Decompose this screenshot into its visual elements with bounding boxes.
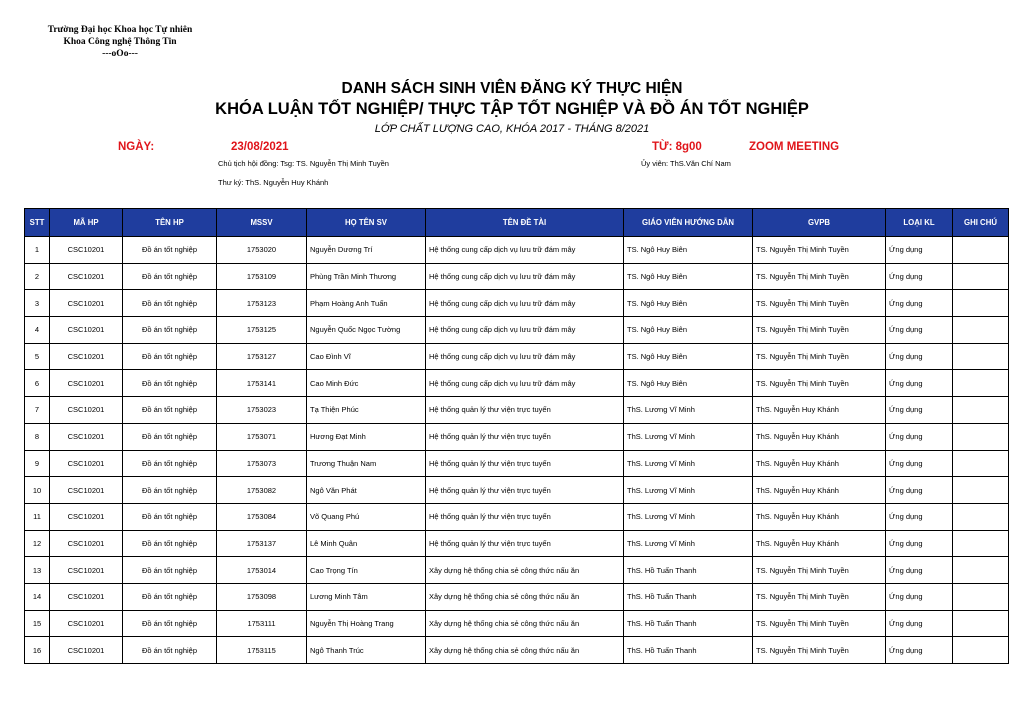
secretary-label: Thư ký: ThS. Nguyễn Huy Khánh xyxy=(218,178,329,187)
student-table xyxy=(24,208,1009,664)
table-row xyxy=(25,503,1009,530)
header-ho-ten-sv: HỌ TÊN SV xyxy=(307,209,426,237)
cell-gvpb: TS. Nguyễn Thị Minh Tuyền xyxy=(753,610,886,637)
cell-ma-hp: CSC10201 xyxy=(50,503,123,530)
cell-ho-ten-sv: Nguyễn Thị Hoàng Trang xyxy=(307,610,426,637)
cell-ghi-chu xyxy=(953,583,1009,610)
table-row xyxy=(25,637,1009,664)
cell-loai-kl: Ứng dụng xyxy=(886,370,953,397)
cell-stt: 1 xyxy=(25,237,50,264)
cell-gvhd: ThS. Hồ Tuấn Thanh xyxy=(624,637,753,664)
cell-ghi-chu xyxy=(953,450,1009,477)
cell-loai-kl: Ứng dụng xyxy=(886,237,953,264)
cell-stt: 5 xyxy=(25,343,50,370)
cell-ho-ten-sv: Võ Quang Phú xyxy=(307,503,426,530)
date-label: NGÀY: xyxy=(118,141,155,153)
cell-ten-de-tai: Hệ thống quản lý thư viện trực tuyến xyxy=(426,530,624,557)
cell-ten-de-tai: Hệ thống cung cấp dịch vụ lưu trữ đám mây xyxy=(426,263,624,290)
document-title-2: KHÓA LUẬN TỐT NGHIỆP/ THỰC TẬP TỐT NGHIỆP VÀ ĐỒ ÁN TỐT NGHIỆP xyxy=(215,100,809,118)
cell-ma-hp: CSC10201 xyxy=(50,530,123,557)
cell-ten-hp: Đồ án tốt nghiệp xyxy=(123,263,217,290)
cell-ten-de-tai: Hệ thống quản lý thư viện trực tuyến xyxy=(426,477,624,504)
time-label: TỪ: 8g00 xyxy=(652,141,702,153)
cell-loai-kl: Ứng dụng xyxy=(886,610,953,637)
cell-ma-hp: CSC10201 xyxy=(50,237,123,264)
cell-ma-hp: CSC10201 xyxy=(50,397,123,424)
cell-stt: 8 xyxy=(25,423,50,450)
cell-ten-hp: Đồ án tốt nghiệp xyxy=(123,477,217,504)
cell-gvpb: TS. Nguyễn Thị Minh Tuyền xyxy=(753,637,886,664)
cell-ho-ten-sv: Hương Đạt Minh xyxy=(307,423,426,450)
cell-ten-de-tai: Xây dựng hệ thống chia sẻ công thức nấu ăn xyxy=(426,557,624,584)
cell-gvpb: TS. Nguyễn Thị Minh Tuyền xyxy=(753,237,886,264)
cell-ten-hp: Đồ án tốt nghiệp xyxy=(123,503,217,530)
table-header xyxy=(25,209,1009,237)
cell-stt: 15 xyxy=(25,610,50,637)
table-row xyxy=(25,610,1009,637)
cell-stt: 4 xyxy=(25,317,50,344)
cell-ten-hp: Đồ án tốt nghiệp xyxy=(123,637,217,664)
cell-mssv: 1753023 xyxy=(217,397,307,424)
cell-ten-hp: Đồ án tốt nghiệp xyxy=(123,583,217,610)
cell-gvhd: ThS. Lương Vĩ Minh xyxy=(624,450,753,477)
table-row xyxy=(25,397,1009,424)
cell-gvpb: TS. Nguyễn Thị Minh Tuyền xyxy=(753,557,886,584)
cell-mssv: 1753127 xyxy=(217,343,307,370)
table-row xyxy=(25,450,1009,477)
header-ten-de-tai: TÊN ĐỀ TÀI xyxy=(426,209,624,237)
cell-ma-hp: CSC10201 xyxy=(50,477,123,504)
header-stt: STT xyxy=(25,209,50,237)
cell-ho-ten-sv: Ngô Thanh Trúc xyxy=(307,637,426,664)
cell-gvhd: TS. Ngô Huy Biên xyxy=(624,317,753,344)
cell-ten-de-tai: Hệ thống quản lý thư viện trực tuyến xyxy=(426,423,624,450)
cell-stt: 16 xyxy=(25,637,50,664)
cell-stt: 14 xyxy=(25,583,50,610)
cell-stt: 3 xyxy=(25,290,50,317)
header-ten-hp: TÊN HP xyxy=(123,209,217,237)
cell-ghi-chu xyxy=(953,423,1009,450)
cell-ten-hp: Đồ án tốt nghiệp xyxy=(123,530,217,557)
cell-gvpb: TS. Nguyễn Thị Minh Tuyền xyxy=(753,290,886,317)
cell-gvhd: ThS. Lương Vĩ Minh xyxy=(624,530,753,557)
chair-label: Chủ tịch hội đồng: Tsg: TS. Nguyễn Thị Minh Tuyền xyxy=(218,159,389,168)
faculty-name: Khoa Công nghệ Thông Tin xyxy=(63,37,177,47)
school-divider: ---oOo--- xyxy=(102,49,138,59)
header-ghi-chu: GHI CHÚ xyxy=(953,209,1009,237)
cell-ten-de-tai: Hệ thống cung cấp dịch vụ lưu trữ đám mây xyxy=(426,370,624,397)
cell-loai-kl: Ứng dụng xyxy=(886,557,953,584)
table-row xyxy=(25,290,1009,317)
table-row xyxy=(25,477,1009,504)
cell-gvhd: ThS. Lương Vĩ Minh xyxy=(624,397,753,424)
cell-stt: 6 xyxy=(25,370,50,397)
cell-loai-kl: Ứng dụng xyxy=(886,477,953,504)
table-body xyxy=(25,237,1009,664)
cell-ho-ten-sv: Cao Trọng Tín xyxy=(307,557,426,584)
cell-mssv: 1753020 xyxy=(217,237,307,264)
cell-gvhd: TS. Ngô Huy Biên xyxy=(624,370,753,397)
cell-stt: 7 xyxy=(25,397,50,424)
cell-ten-hp: Đồ án tốt nghiệp xyxy=(123,237,217,264)
cell-mssv: 1753084 xyxy=(217,503,307,530)
cell-ghi-chu xyxy=(953,397,1009,424)
document-subtitle: LỚP CHẤT LƯỢNG CAO, KHÓA 2017 - THÁNG 8/2021 xyxy=(374,123,650,135)
header-ma-hp: MÃ HP xyxy=(50,209,123,237)
cell-mssv: 1753125 xyxy=(217,317,307,344)
member-label: Ủy viên: ThS.Văn Chí Nam xyxy=(641,159,731,168)
cell-ten-hp: Đồ án tốt nghiệp xyxy=(123,557,217,584)
cell-gvpb: TS. Nguyễn Thị Minh Tuyền xyxy=(753,583,886,610)
cell-ten-hp: Đồ án tốt nghiệp xyxy=(123,317,217,344)
school-header xyxy=(20,24,220,60)
cell-ghi-chu xyxy=(953,317,1009,344)
school-name: Trường Đại học Khoa học Tự nhiên xyxy=(47,25,193,35)
cell-ten-hp: Đồ án tốt nghiệp xyxy=(123,423,217,450)
cell-ho-ten-sv: Nguyễn Dương Trí xyxy=(307,237,426,264)
cell-ma-hp: CSC10201 xyxy=(50,557,123,584)
cell-gvhd: ThS. Lương Vĩ Minh xyxy=(624,477,753,504)
cell-mssv: 1753141 xyxy=(217,370,307,397)
cell-ten-de-tai: Hệ thống quản lý thư viện trực tuyến xyxy=(426,450,624,477)
cell-loai-kl: Ứng dụng xyxy=(886,583,953,610)
cell-ho-ten-sv: Phùng Trần Minh Thương xyxy=(307,263,426,290)
cell-gvpb: ThS. Nguyễn Huy Khánh xyxy=(753,530,886,557)
table-row xyxy=(25,557,1009,584)
table-row xyxy=(25,583,1009,610)
cell-ghi-chu xyxy=(953,503,1009,530)
cell-loai-kl: Ứng dụng xyxy=(886,503,953,530)
cell-stt: 10 xyxy=(25,477,50,504)
cell-gvpb: ThS. Nguyễn Huy Khánh xyxy=(753,450,886,477)
cell-ho-ten-sv: Nguyễn Quốc Ngọc Tường xyxy=(307,317,426,344)
cell-gvhd: TS. Ngô Huy Biên xyxy=(624,343,753,370)
cell-ten-de-tai: Hệ thống cung cấp dịch vụ lưu trữ đám mây xyxy=(426,237,624,264)
cell-gvpb: ThS. Nguyễn Huy Khánh xyxy=(753,423,886,450)
cell-ten-de-tai: Hệ thống cung cấp dịch vụ lưu trữ đám mây xyxy=(426,317,624,344)
cell-loai-kl: Ứng dụng xyxy=(886,263,953,290)
cell-mssv: 1753098 xyxy=(217,583,307,610)
cell-loai-kl: Ứng dụng xyxy=(886,397,953,424)
cell-gvhd: ThS. Hồ Tuấn Thanh xyxy=(624,610,753,637)
cell-ho-ten-sv: Cao Minh Đức xyxy=(307,370,426,397)
cell-ho-ten-sv: Cao Đình Vĩ xyxy=(307,343,426,370)
cell-mssv: 1753109 xyxy=(217,263,307,290)
cell-mssv: 1753123 xyxy=(217,290,307,317)
cell-ma-hp: CSC10201 xyxy=(50,343,123,370)
cell-ghi-chu xyxy=(953,263,1009,290)
cell-gvpb: TS. Nguyễn Thị Minh Tuyền xyxy=(753,370,886,397)
cell-gvhd: TS. Ngô Huy Biên xyxy=(624,263,753,290)
cell-ma-hp: CSC10201 xyxy=(50,610,123,637)
cell-mssv: 1753111 xyxy=(217,610,307,637)
cell-gvhd: ThS. Lương Vĩ Minh xyxy=(624,503,753,530)
cell-ten-de-tai: Hệ thống cung cấp dịch vụ lưu trữ đám mây xyxy=(426,290,624,317)
cell-ten-hp: Đồ án tốt nghiệp xyxy=(123,610,217,637)
cell-ho-ten-sv: Tạ Thiện Phúc xyxy=(307,397,426,424)
cell-ten-hp: Đồ án tốt nghiệp xyxy=(123,290,217,317)
table-row xyxy=(25,237,1009,264)
cell-mssv: 1753137 xyxy=(217,530,307,557)
cell-gvpb: TS. Nguyễn Thị Minh Tuyền xyxy=(753,317,886,344)
cell-ten-de-tai: Xây dựng hệ thống chia sẻ công thức nấu ăn xyxy=(426,583,624,610)
cell-ma-hp: CSC10201 xyxy=(50,370,123,397)
cell-gvhd: ThS. Hồ Tuấn Thanh xyxy=(624,583,753,610)
cell-loai-kl: Ứng dụng xyxy=(886,423,953,450)
cell-ten-hp: Đồ án tốt nghiệp xyxy=(123,397,217,424)
cell-ghi-chu xyxy=(953,477,1009,504)
header-row xyxy=(25,209,1009,237)
cell-ho-ten-sv: Trương Thuận Nam xyxy=(307,450,426,477)
cell-gvhd: TS. Ngô Huy Biên xyxy=(624,290,753,317)
cell-stt: 9 xyxy=(25,450,50,477)
cell-gvpb: TS. Nguyễn Thị Minh Tuyền xyxy=(753,343,886,370)
cell-ho-ten-sv: Lê Minh Quân xyxy=(307,530,426,557)
cell-mssv: 1753014 xyxy=(217,557,307,584)
cell-gvpb: ThS. Nguyễn Huy Khánh xyxy=(753,477,886,504)
header-gvpb: GVPB xyxy=(753,209,886,237)
cell-loai-kl: Ứng dụng xyxy=(886,450,953,477)
table-row xyxy=(25,317,1009,344)
cell-ma-hp: CSC10201 xyxy=(50,583,123,610)
cell-ten-de-tai: Hệ thống quản lý thư viện trực tuyến xyxy=(426,503,624,530)
date-value: 23/08/2021 xyxy=(231,141,289,153)
cell-stt: 11 xyxy=(25,503,50,530)
cell-loai-kl: Ứng dụng xyxy=(886,343,953,370)
cell-gvhd: ThS. Hồ Tuấn Thanh xyxy=(624,557,753,584)
cell-ma-hp: CSC10201 xyxy=(50,290,123,317)
cell-ghi-chu xyxy=(953,370,1009,397)
cell-ma-hp: CSC10201 xyxy=(50,423,123,450)
header-mssv: MSSV xyxy=(217,209,307,237)
cell-ten-hp: Đồ án tốt nghiệp xyxy=(123,450,217,477)
cell-loai-kl: Ứng dụng xyxy=(886,637,953,664)
cell-ghi-chu xyxy=(953,637,1009,664)
cell-ten-de-tai: Hệ thống cung cấp dịch vụ lưu trữ đám mây xyxy=(426,343,624,370)
table-row xyxy=(25,423,1009,450)
cell-stt: 13 xyxy=(25,557,50,584)
cell-loai-kl: Ứng dụng xyxy=(886,317,953,344)
cell-stt: 2 xyxy=(25,263,50,290)
document-title: DANH SÁCH SINH VIÊN ĐĂNG KÝ THỰC HIỆN xyxy=(341,80,683,97)
cell-ten-hp: Đồ án tốt nghiệp xyxy=(123,343,217,370)
cell-ma-hp: CSC10201 xyxy=(50,317,123,344)
cell-ho-ten-sv: Ngô Văn Phát xyxy=(307,477,426,504)
header-loai-kl: LOẠI KL xyxy=(886,209,953,237)
cell-mssv: 1753115 xyxy=(217,637,307,664)
cell-stt: 12 xyxy=(25,530,50,557)
cell-ten-de-tai: Xây dựng hệ thống chia sẻ công thức nấu ăn xyxy=(426,637,624,664)
cell-loai-kl: Ứng dụng xyxy=(886,530,953,557)
cell-ma-hp: CSC10201 xyxy=(50,450,123,477)
cell-ten-de-tai: Hệ thống quản lý thư viện trực tuyến xyxy=(426,397,624,424)
table-row xyxy=(25,530,1009,557)
cell-ghi-chu xyxy=(953,530,1009,557)
cell-ghi-chu xyxy=(953,290,1009,317)
cell-ten-de-tai: Xây dựng hệ thống chia sẻ công thức nấu ăn xyxy=(426,610,624,637)
cell-ho-ten-sv: Phạm Hoàng Anh Tuấn xyxy=(307,290,426,317)
table-row xyxy=(25,343,1009,370)
cell-ghi-chu xyxy=(953,557,1009,584)
cell-gvpb: ThS. Nguyễn Huy Khánh xyxy=(753,397,886,424)
cell-gvpb: ThS. Nguyễn Huy Khánh xyxy=(753,503,886,530)
table-row xyxy=(25,370,1009,397)
cell-ghi-chu xyxy=(953,343,1009,370)
cell-mssv: 1753082 xyxy=(217,477,307,504)
cell-gvhd: TS. Ngô Huy Biên xyxy=(624,237,753,264)
cell-gvpb: TS. Nguyễn Thị Minh Tuyền xyxy=(753,263,886,290)
cell-ghi-chu xyxy=(953,237,1009,264)
header-gvhd: GIÁO VIÊN HƯỚNG DẪN xyxy=(624,209,753,237)
cell-ma-hp: CSC10201 xyxy=(50,263,123,290)
cell-ma-hp: CSC10201 xyxy=(50,637,123,664)
cell-ho-ten-sv: Lương Minh Tâm xyxy=(307,583,426,610)
location-label: ZOOM MEETING xyxy=(749,141,840,153)
cell-mssv: 1753073 xyxy=(217,450,307,477)
cell-loai-kl: Ứng dụng xyxy=(886,290,953,317)
cell-ghi-chu xyxy=(953,610,1009,637)
cell-gvhd: ThS. Lương Vĩ Minh xyxy=(624,423,753,450)
cell-ten-hp: Đồ án tốt nghiệp xyxy=(123,370,217,397)
cell-mssv: 1753071 xyxy=(217,423,307,450)
table-row xyxy=(25,263,1009,290)
